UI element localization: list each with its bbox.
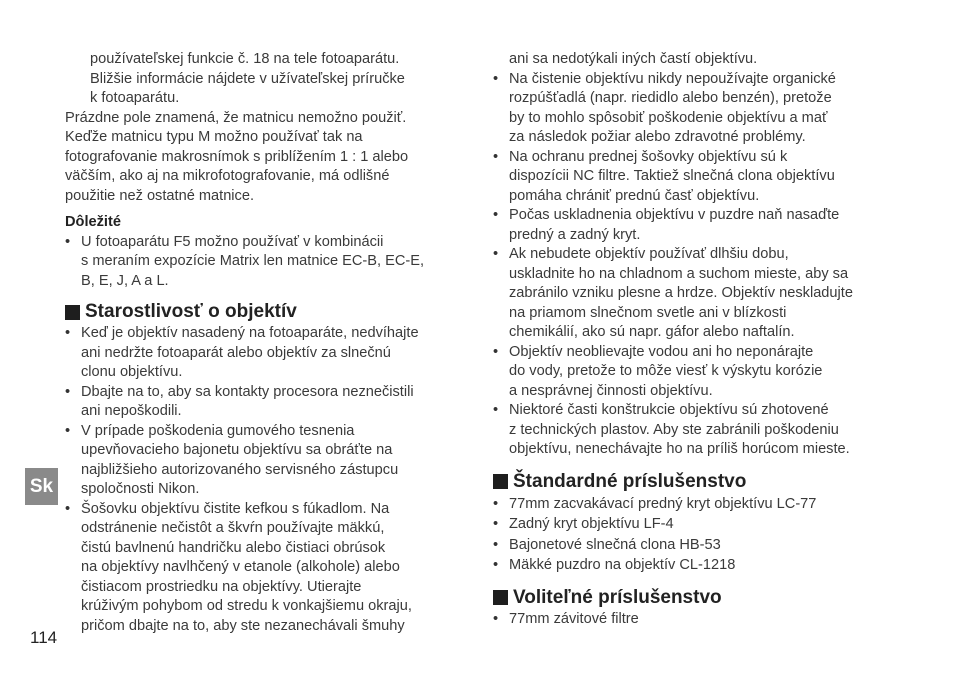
optional-accessories-list: [493, 610, 903, 630]
text-line: krúživým pohybom od stredu k vonkajšiemu okraju,: [81, 598, 412, 614]
text-line: pomáha chrániť prednú časť objektívu.: [509, 187, 760, 204]
text-line: B, E, J, A a L.: [81, 272, 169, 289]
text-line: • Mäkké puzdro na objektív CL-1218: [509, 557, 736, 573]
text-line: clonu objektívu.: [81, 364, 183, 380]
text-line: čistú bavlnenú handričku alebo čistiaci obrúsok: [81, 539, 386, 556]
text-line: Bližšie informácie nájdete v užívateľskej príručke: [90, 70, 405, 87]
text-line: dispozícii NC filtre. Taktiež slnečná clona objektívu: [509, 168, 835, 184]
list-item: [493, 401, 903, 460]
right-column: [493, 50, 903, 629]
continued-text: [493, 50, 903, 70]
text-line: s meraním expozície Matrix len matnice EC-B, EC-E,: [81, 253, 425, 269]
text-line: fotografovanie makrosnímok s priblížením 1 : 1 alebo: [65, 148, 409, 165]
list-item: [65, 383, 467, 422]
list-item: [493, 610, 903, 630]
text-line: väčším, ako aj na mikrofotografovanie, má odlišné: [65, 168, 390, 184]
continued-text: [65, 50, 467, 109]
text-line: • Počas uskladnenia objektívu v puzdre naň nasaďte: [509, 207, 840, 223]
list-item: [493, 148, 903, 207]
text-line: spoločnosti Nikon.: [81, 481, 200, 497]
text-line: • 77mm zacvakávací predný kryt objektívu LC-77: [509, 495, 817, 512]
text-line: čistiacom prostriedku na objektívy. Utierajte: [81, 578, 362, 595]
text-line: zabránilo vzniku plesne a hrdze. Objektív neskladujte: [509, 285, 853, 301]
care-heading-text: Starostlivosť o objektív: [85, 301, 297, 322]
text-line: do vody, pretože to môže viesť k výskytu korózie: [509, 363, 823, 379]
text-line: • Niektoré časti konštrukcie objektívu sú zhotovené: [509, 402, 829, 418]
list-item: [493, 70, 903, 148]
text-line: a nesprávnej činnosti objektívu.: [509, 382, 713, 399]
text-line: • Ak nebudete objektív používať dlhšiu dobu,: [509, 246, 789, 262]
list-item: [65, 324, 467, 383]
text-line: • Šošovku objektívu čistite kefkou s fúkadlom. Na: [81, 500, 390, 517]
list-item: [65, 500, 467, 637]
text-line: by to mohlo spôsobiť poškodenie objektívu a mať: [509, 109, 828, 126]
text-line: pričom dbajte na to, aby ste nezanechávali šmuhy: [81, 617, 405, 634]
text-line: odstránenie nečistôt a škvŕn používajte mäkkú,: [81, 520, 385, 536]
text-line: chemikálií, ako sú napr. gáfor alebo naftalín.: [509, 324, 795, 340]
text-line: upevňovacieho bajonetu objektívu sa obráťte na: [81, 442, 393, 458]
screen-paragraph: [65, 109, 467, 207]
text-line: ani sa nedotýkali iných častí objektívu.: [509, 51, 758, 67]
standard-accessories-list: [493, 494, 903, 576]
list-item: [65, 422, 467, 500]
optional-accessories-heading: [493, 586, 903, 610]
important-list: [65, 233, 467, 292]
text-line: najbližšieho autorizovaného servisného zástupcu: [81, 461, 399, 478]
left-column: [65, 50, 467, 636]
text-line: predný a zadný kryt.: [509, 226, 641, 243]
care-heading: [65, 300, 467, 324]
text-line: • Keď je objektív nasadený na fotoaparáte, nedvíhajte: [81, 325, 419, 341]
text-line: použitie než ostatné matnice.: [65, 187, 255, 204]
list-item: [65, 233, 467, 292]
text-line: • Na ochranu prednej šošovky objektívu sú k: [509, 148, 788, 165]
text-line: • U fotoaparátu F5 možno používať v kombinácii: [81, 233, 384, 250]
important-heading: Dôležité: [65, 214, 121, 230]
text-line: uskladnite ho na chladnom a suchom mieste, aby sa: [509, 265, 849, 282]
text-line: k fotoaparátu.: [90, 90, 180, 106]
text-line: • Objektív neoblievajte vodou ani ho neponárajte: [509, 343, 814, 360]
text-line: za následok požiar alebo zdravotné problémy.: [509, 129, 806, 145]
list-item: [493, 535, 903, 556]
text-line: ani nedržte fotoaparát alebo objektív za slnečnú: [81, 344, 391, 361]
list-item: [493, 555, 903, 576]
standard-accessories-heading: [493, 470, 903, 494]
text-line: ani nepoškodili.: [81, 403, 182, 419]
square-bullet-icon: [493, 474, 508, 489]
list-item: [493, 206, 903, 245]
text-line: objektívu, nenechávajte ho na príliš horúcom mieste.: [509, 441, 850, 457]
square-bullet-icon: [65, 305, 80, 320]
list-item: [493, 514, 903, 535]
list-item: [493, 245, 903, 343]
text-line: Keďže matnicu typu M možno používať tak na: [65, 129, 363, 145]
optional-accessories-heading-text: Voliteľné príslušenstvo: [513, 586, 722, 608]
text-line: • Dbajte na to, aby sa kontakty procesora neznečistili: [81, 383, 414, 400]
text-line: • Zadný kryt objektívu LF-4: [509, 516, 674, 532]
care-list: [65, 324, 467, 636]
text-line: • Na čistenie objektívu nikdy nepoužívajte organické: [509, 70, 836, 87]
text-line: z technických plastov. Aby ste zabránili poškodeniu: [509, 421, 839, 438]
text-line: na priamom slnečnom svetle ani v blízkosti: [509, 304, 787, 321]
text-line: Prázdne pole znamená, že matnicu nemožno použiť.: [65, 109, 407, 126]
text-line: rozpúšťadlá (napr. riedidlo alebo benzén), pretože: [509, 90, 832, 106]
text-line: používateľskej funkcie č. 18 na tele fotoaparátu.: [90, 51, 400, 67]
square-bullet-icon: [493, 590, 508, 605]
text-line: • Bajonetové slnečná clona HB-53: [509, 536, 721, 553]
care-list-continued: [493, 70, 903, 460]
standard-accessories-heading-text: Štandardné príslušenstvo: [513, 470, 747, 492]
list-item: [493, 494, 903, 515]
text-line: na objektívy navlhčený v etanole (alkohole) alebo: [81, 559, 400, 575]
page-number: 114: [30, 628, 58, 647]
list-item: [493, 343, 903, 402]
text-line: • 77mm závitové filtre: [509, 610, 639, 627]
language-tab: Sk: [25, 468, 58, 505]
text-line: • V prípade poškodenia gumového tesnenia: [81, 422, 355, 439]
